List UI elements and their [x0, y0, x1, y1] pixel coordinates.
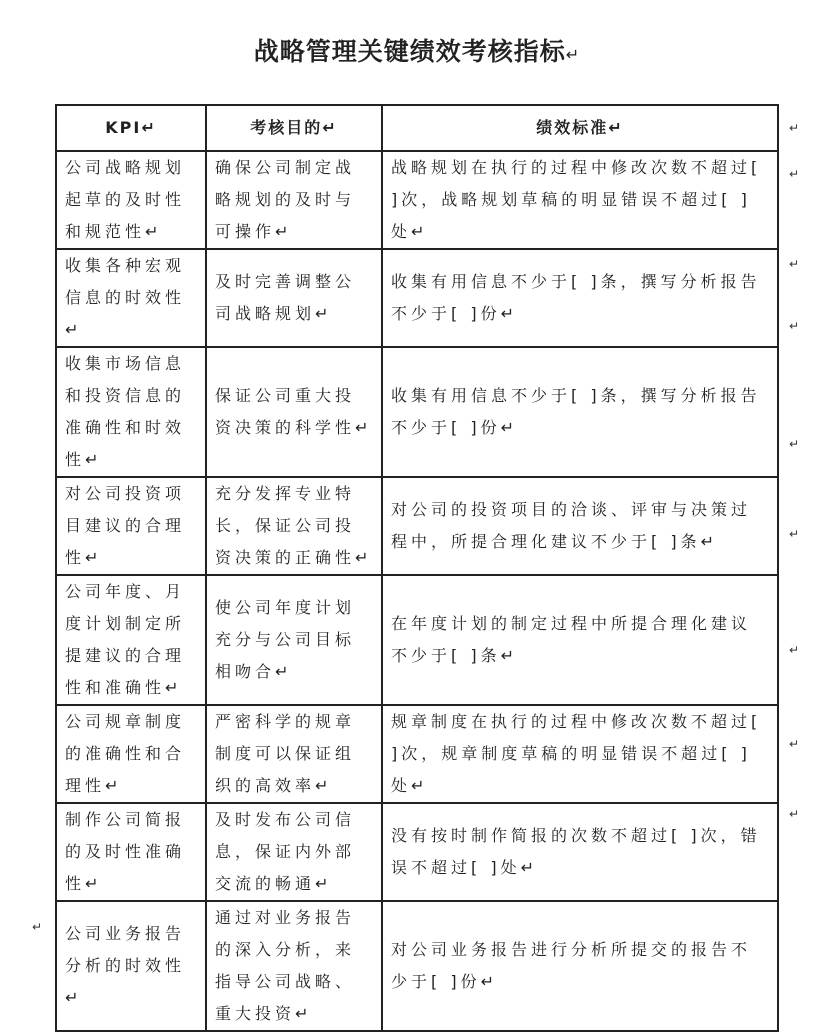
header-kpi: KPI↵ — [56, 105, 206, 151]
cell-kpi: 公司年度、月度计划制定所提建议的合理性和准确性↵ — [56, 575, 206, 705]
row-end-mark: ↵ — [789, 257, 800, 271]
cell-standard: 对公司的投资项目的洽谈、评审与决策过程中，所提合理化建议不少于[ ]条↵ — [382, 477, 778, 575]
cell-kpi: 收集各种宏观信息的时效性↵ — [56, 249, 206, 347]
header-purpose: 考核目的↵ — [206, 105, 382, 151]
cell-standard: 规章制度在执行的过程中修改次数不超过[ ]次，规章制度草稿的明显错误不超过[ ]处↵ — [382, 705, 778, 803]
cell-purpose: 及时完善调整公司战略规划↵ — [206, 249, 382, 347]
page-title — [0, 32, 834, 68]
cell-standard: 对公司业务报告进行分析所提交的报告不少于[ ]份↵ — [382, 901, 778, 1031]
cell-standard: 收集有用信息不少于[ ]条，撰写分析报告不少于[ ]份↵ — [382, 347, 778, 477]
cell-purpose: 保证公司重大投资决策的科学性↵ — [206, 347, 382, 477]
table-row — [56, 901, 778, 1031]
cell-purpose: 充分发挥专业特长，保证公司投资决策的正确性↵ — [206, 477, 382, 575]
table-row — [56, 705, 778, 803]
paragraph-mark: ↵ — [32, 920, 43, 934]
paragraph-mark: ↵ — [565, 45, 581, 64]
cell-purpose: 及时发布公司信息，保证内外部交流的畅通↵ — [206, 803, 382, 901]
table-row — [56, 347, 778, 477]
cell-kpi: 收集市场信息和投资信息的准确性和时效性↵ — [56, 347, 206, 477]
title-text: 战略管理关键绩效考核指标 — [253, 37, 566, 66]
cell-standard: 在年度计划的制定过程中所提合理化建议不少于[ ]条↵ — [382, 575, 778, 705]
kpi-table — [55, 104, 779, 1032]
row-end-mark: ↵ — [789, 319, 800, 333]
cell-purpose: 严密科学的规章制度可以保证组织的高效率↵ — [206, 705, 382, 803]
cell-standard: 战略规划在执行的过程中修改次数不超过[ ]次，战略规划草稿的明显错误不超过[ ]处↵ — [382, 151, 778, 249]
table-row — [56, 575, 778, 705]
row-end-mark: ↵ — [789, 737, 800, 751]
cell-kpi: 公司业务报告分析的时效性↵ — [56, 901, 206, 1031]
table-header-row — [56, 105, 778, 151]
row-end-mark: ↵ — [789, 121, 800, 135]
cell-kpi: 制作公司简报的及时性准确性↵ — [56, 803, 206, 901]
table-row — [56, 803, 778, 901]
cell-kpi: 公司规章制度的准确性和合理性↵ — [56, 705, 206, 803]
cell-purpose: 确保公司制定战略规划的及时与可操作↵ — [206, 151, 382, 249]
row-end-mark: ↵ — [789, 643, 800, 657]
cell-purpose: 通过对业务报告的深入分析，来指导公司战略、重大投资↵ — [206, 901, 382, 1031]
header-standard: 绩效标准↵ — [382, 105, 778, 151]
row-end-mark: ↵ — [789, 437, 800, 451]
cell-standard: 没有按时制作简报的次数不超过[ ]次，错误不超过[ ]处↵ — [382, 803, 778, 901]
table-row — [56, 477, 778, 575]
table-row — [56, 249, 778, 347]
table-row — [56, 151, 778, 249]
cell-standard: 收集有用信息不少于[ ]条，撰写分析报告不少于[ ]份↵ — [382, 249, 778, 347]
row-end-mark: ↵ — [789, 527, 800, 541]
row-end-mark: ↵ — [789, 167, 800, 181]
cell-purpose: 使公司年度计划充分与公司目标相吻合↵ — [206, 575, 382, 705]
row-end-mark: ↵ — [789, 807, 800, 821]
cell-kpi: 对公司投资项目建议的合理性↵ — [56, 477, 206, 575]
cell-kpi: 公司战略规划起草的及时性和规范性↵ — [56, 151, 206, 249]
